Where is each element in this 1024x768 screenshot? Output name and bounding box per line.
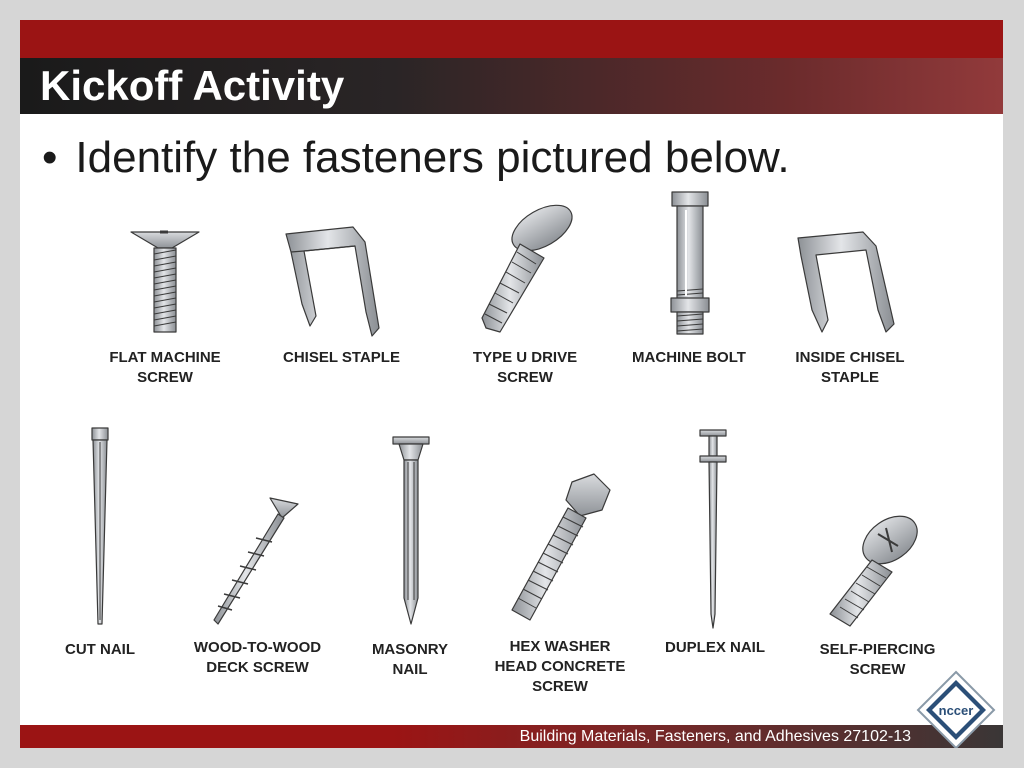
slide bbox=[20, 20, 1003, 748]
label-flat-machine-screw bbox=[90, 348, 240, 388]
self-piercing-screw-icon bbox=[830, 506, 926, 626]
duplex-nail-icon bbox=[700, 430, 726, 628]
machine-bolt-icon bbox=[671, 192, 709, 334]
bullet-dot: • bbox=[42, 133, 58, 182]
label-line: SCREW bbox=[137, 369, 193, 386]
label-line: WOOD-TO-WOOD bbox=[193, 639, 322, 656]
masonry-nail-icon bbox=[393, 437, 429, 624]
label-line: DUPLEX NAIL bbox=[664, 639, 765, 656]
label-deck-screw bbox=[180, 638, 335, 678]
label-cut-nail bbox=[50, 640, 150, 660]
label-line: MACHINE BOLT bbox=[632, 349, 746, 366]
label-masonry-nail bbox=[360, 640, 460, 680]
label-chisel-staple bbox=[264, 348, 419, 368]
label-line: HEX WASHER bbox=[509, 638, 611, 655]
label-line: SCREW bbox=[849, 661, 906, 678]
type-u-drive-screw-icon bbox=[482, 196, 580, 332]
label-type-u-drive-screw bbox=[450, 348, 600, 388]
label-line: SELF-PIERCING bbox=[819, 641, 936, 658]
label-line: STAPLE bbox=[820, 369, 880, 386]
label-line: MASONRY bbox=[371, 641, 449, 658]
bullet-text: Identify the fasteners pictured below. bbox=[75, 133, 790, 182]
slide-title: Kickoff Activity bbox=[40, 62, 345, 109]
label-line: FLAT MACHINE bbox=[109, 349, 221, 366]
label-hex-washer-concrete-screw bbox=[480, 637, 640, 697]
label-line: SCREW bbox=[532, 678, 588, 695]
chisel-staple-icon bbox=[286, 227, 379, 336]
cut-nail-icon bbox=[92, 428, 108, 624]
label-line: CUT NAIL bbox=[65, 641, 135, 658]
footer-text: Building Materials, Fasteners, and Adhesives 27102-13 bbox=[519, 728, 911, 745]
label-duplex-nail bbox=[650, 638, 780, 658]
label-line: INSIDE CHISEL bbox=[795, 349, 905, 366]
inside-chisel-staple-icon bbox=[798, 232, 894, 332]
label-inside-chisel-staple bbox=[775, 348, 925, 388]
label-line: NAIL bbox=[392, 661, 428, 678]
nccer-logo-icon bbox=[916, 670, 996, 748]
label-line: DECK SCREW bbox=[206, 659, 309, 676]
label-line: CHISEL STAPLE bbox=[283, 349, 400, 366]
label-machine-bolt bbox=[614, 348, 764, 368]
label-line: HEAD CONCRETE bbox=[494, 658, 626, 675]
flat-machine-screw-icon bbox=[131, 232, 199, 332]
hex-washer-concrete-screw-icon bbox=[512, 474, 610, 620]
deck-screw-icon bbox=[214, 498, 298, 624]
label-line: TYPE U DRIVE bbox=[472, 349, 578, 366]
label-line: SCREW bbox=[497, 369, 553, 386]
logo-text: nccer bbox=[938, 703, 974, 718]
